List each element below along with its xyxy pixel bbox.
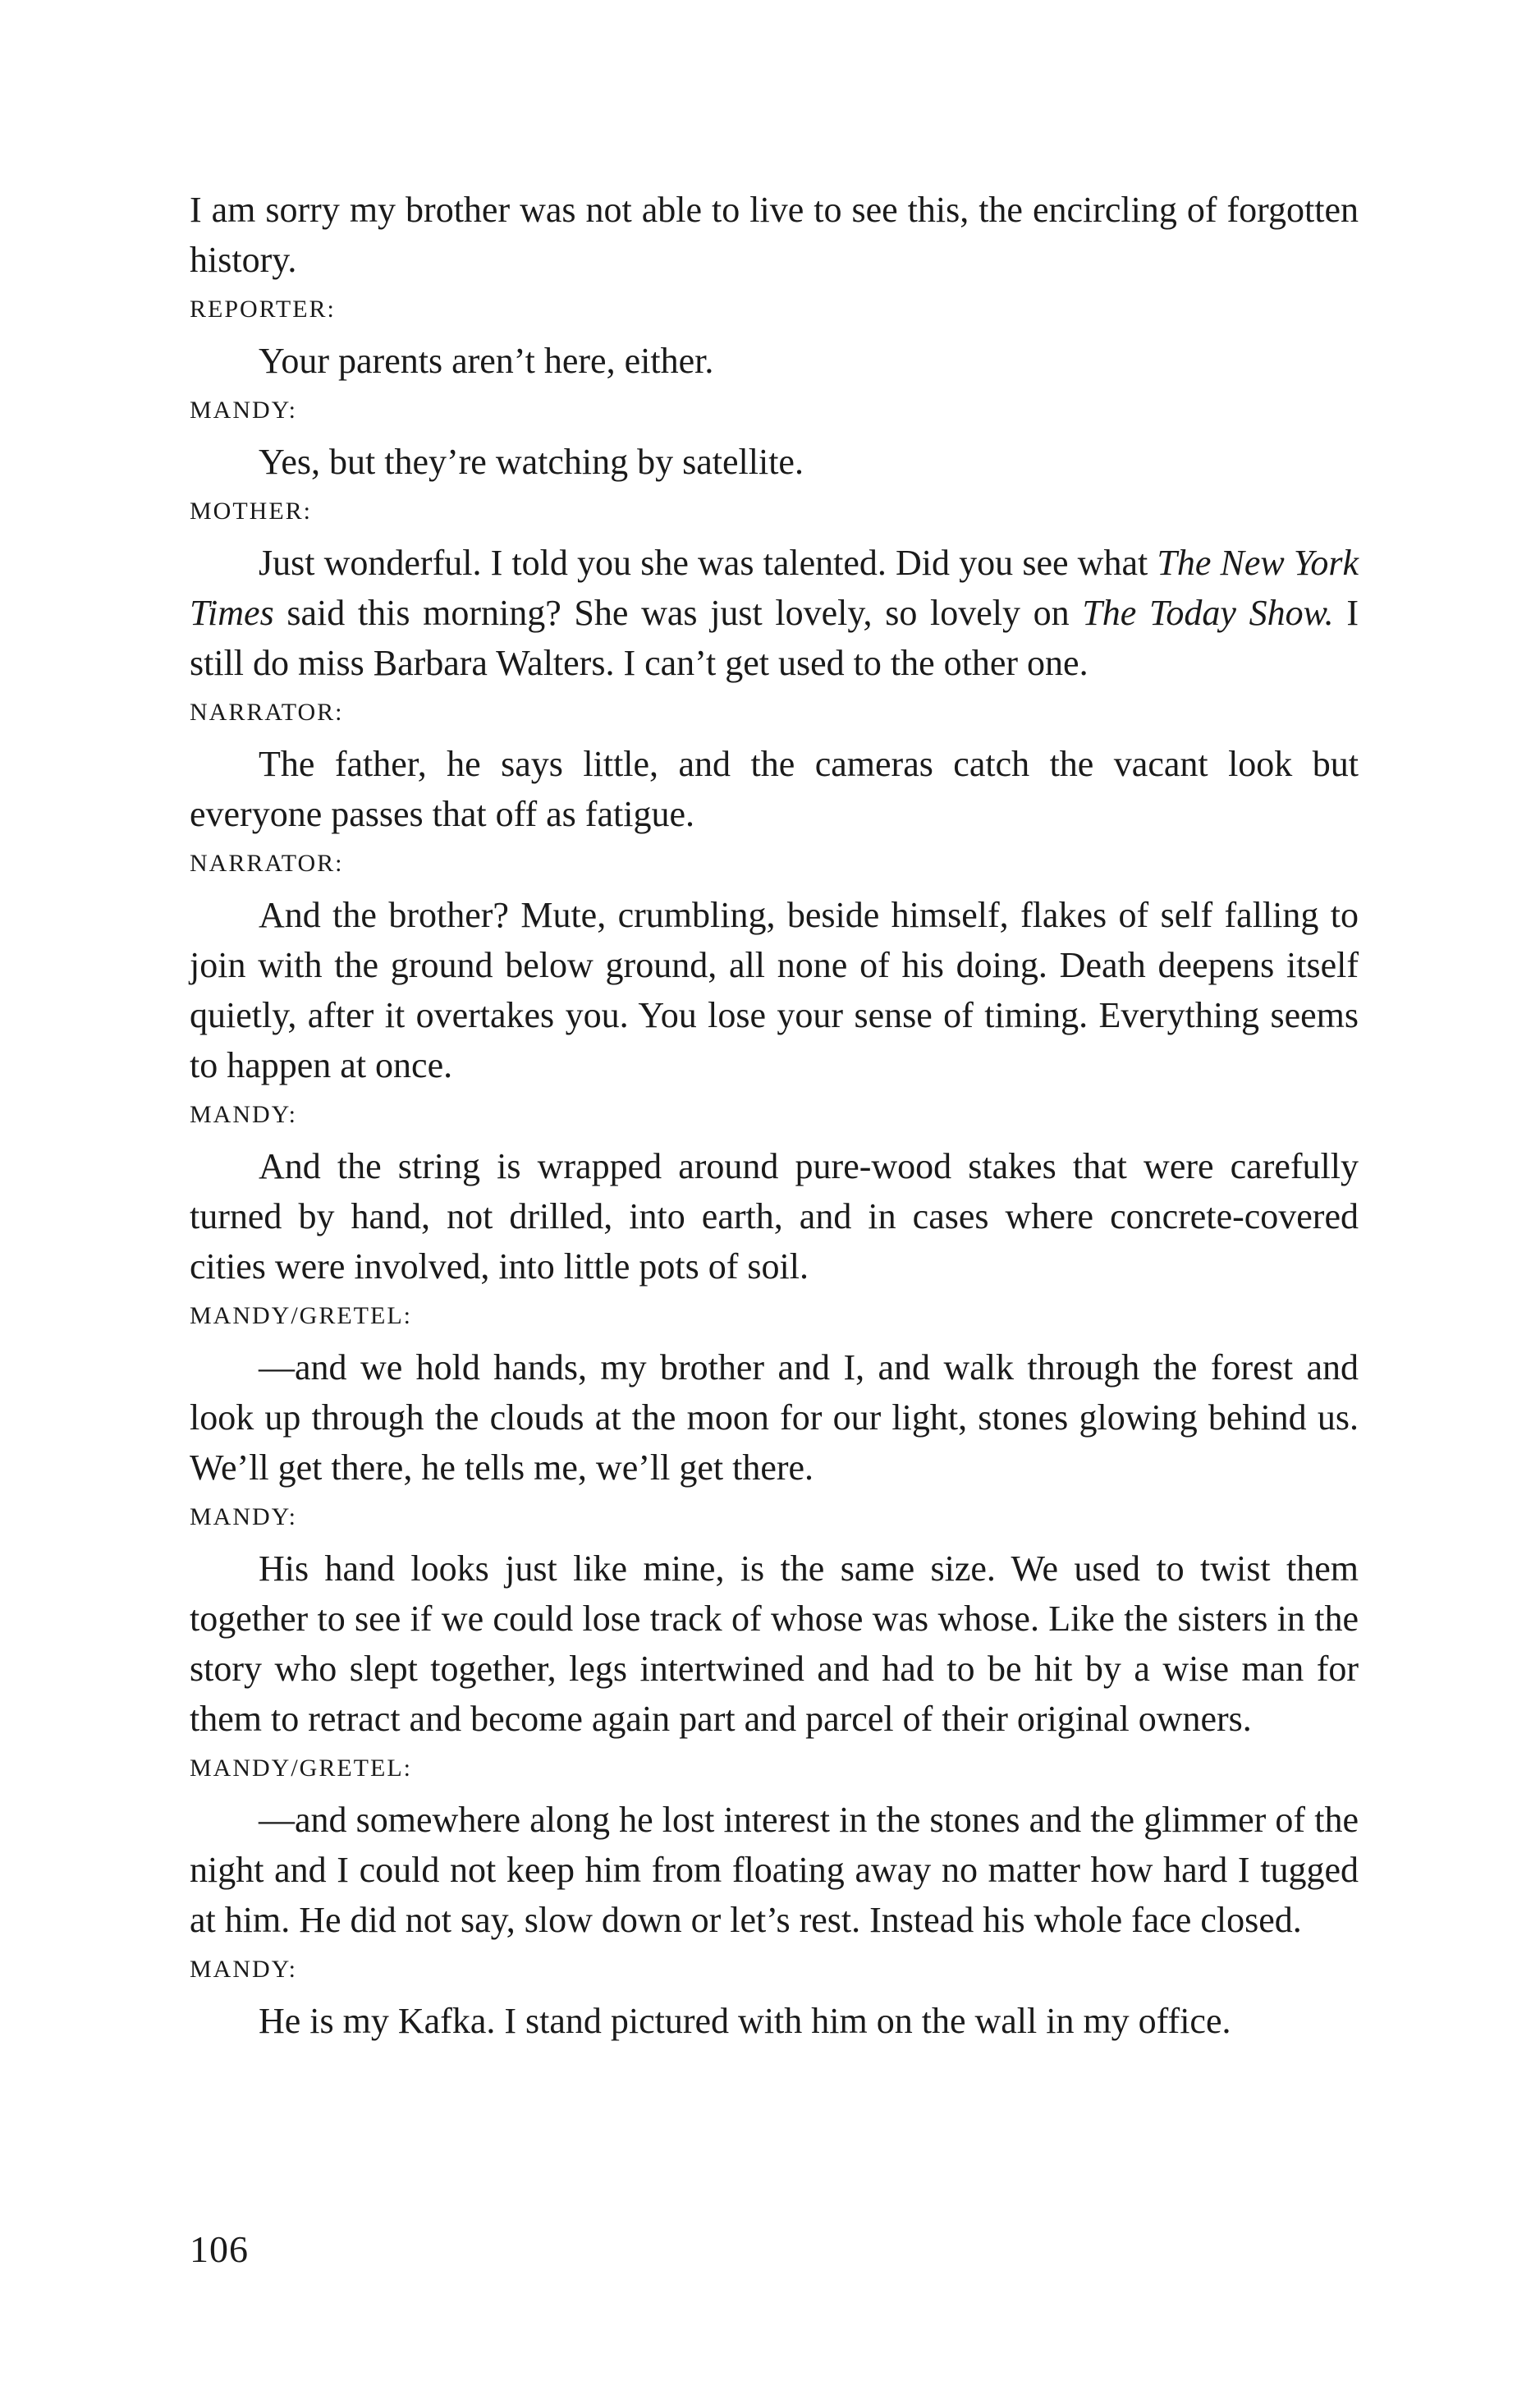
speaker-label: REPORTER:: [190, 296, 336, 323]
speaker-label: MOTHER:: [190, 498, 312, 525]
speaker-label: MANDY:: [190, 1101, 297, 1128]
speaker-label: MANDY/GRETEL:: [190, 1302, 412, 1329]
dialogue-paragraph: —and somewhere along he lost interest in the stones and the glimmer of the night and I could not keep him from floating away no matter how hard I tugged at him. He did not say, slow down or let’s rest. Instead his whole face closed.: [190, 1800, 1359, 1940]
page-body: [190, 185, 1359, 2046]
dialogue-paragraph: He is my Kafka. I stand pictured with him on the wall in my office.: [259, 2001, 1231, 2041]
dialogue-paragraph: [190, 538, 1359, 688]
speaker-label: NARRATOR:: [190, 850, 344, 877]
speaker-label: MANDY:: [190, 1503, 297, 1530]
page-number: 106: [190, 2228, 249, 2270]
italic-title: The Today Show.: [1082, 593, 1334, 633]
speaker-label: MANDY/GRETEL:: [190, 1755, 412, 1782]
dialogue-paragraph: And the brother? Mute, crumbling, beside himself, flakes of self falling to join with the ground below ground, all none of his doing. Death deepens itself quietly, after it overtakes you. You lose your sense of timing. Everything seems to happen at once.: [190, 895, 1359, 1085]
italic-title: The New York Times: [190, 543, 1359, 633]
dialogue-paragraph: Your parents aren’t here, either.: [259, 341, 714, 381]
speaker-label: MANDY:: [190, 1956, 297, 1983]
dialogue-paragraph: And the string is wrapped around pure-wood stakes that were carefully turned by hand, not drilled, into earth, and in cases where concrete-covered cities were involved, into little pots of soil.: [190, 1146, 1359, 1287]
text-segment: I still do miss Barbara Walters. I can’t get used to the other one.: [190, 593, 1359, 683]
text-segment: said this morning? She was just lovely, so lovely on: [273, 593, 1083, 633]
speaker-label: NARRATOR:: [190, 699, 344, 726]
dialogue-paragraph: —and we hold hands, my brother and I, and walk through the forest and look up through the clouds at the moon for our light, stones glowing behind us. We’ll get there, he tells me, we’ll get there.: [190, 1347, 1359, 1488]
speaker-label: MANDY:: [190, 397, 297, 424]
dialogue-paragraph: The father, he says little, and the cameras catch the vacant look but everyone passes that off as fatigue.: [190, 744, 1359, 834]
dialogue-paragraph: I am sorry my brother was not able to live to see this, the encircling of forgotten history.: [190, 190, 1359, 280]
text-segment: Just wonderful. I told you she was talented. Did you see what: [259, 543, 1157, 583]
dialogue-paragraph: Yes, but they’re watching by satellite.: [259, 442, 804, 482]
dialogue-paragraph: His hand looks just like mine, is the same size. We used to twist them together to see if we could lose track of whose was whose. Like the sisters in the story who slept together, legs intertwined and had to be hit by a wise man for them to retract and become again part and parcel of their original owners.: [190, 1548, 1359, 1739]
